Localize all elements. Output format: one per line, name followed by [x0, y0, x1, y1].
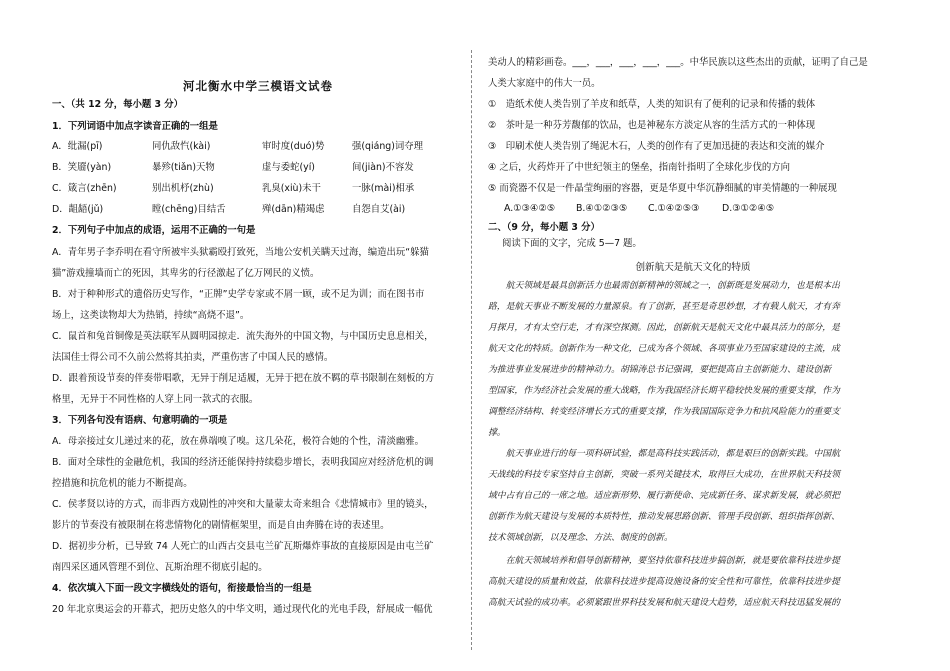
- q2-option-b-line2: 场上，这类读物却大为热销，持续“高烧不退”。: [52, 310, 250, 321]
- passage-line: 航天领域是最具创新活力也最需创新精神的领域之一，创新既是发展动力，也是根本出: [488, 281, 840, 291]
- passage-line: 在航天领域培养和倡导创新精神，要坚持依靠科技进步搞创新，就是要依靠科技进步提: [488, 556, 840, 566]
- q3-option-b-line1: B．面对全球性的金融危机，我国的经济还能保持持续稳步增长，表明我国应对经济危机的调: [52, 457, 434, 468]
- exam-page: 河北衡水中学三模语文试卷 一、（共 12 分，每小题 3 分） 1．下列词语中加点字读音正确的一组是 A．纰漏(pī) 同仇敌忾(kài) 审时度(duó)势 强(qiáng)词夺理 B．笑靥(yàn) 暴殄(tiǎn)天物 虚与委蛇(yí) 间(jiàn)不容发 C．箴言(zhēn) 别出机杼(zhù) 乳臭(xiù)未干 一脉(mài)相承 D．龃龉(jǔ) 瞠(chēng)目结舌 殚(dān)精竭虑 自怨自艾(ài) 2．下列句子中加点的成语，运用不正确的一句是 A．青年男子李乔明在看守所被牢头狱霸殴打致死，当地公安机关瞒天过海，编造出玩“躲猫 猫”游戏撞墙而亡的死因，其卑劣的行径激起了亿万网民的义愤。 B．对于种种形式的遗俗历史写作，“正牌”史学专家或不屑一顾，或不足为训；而在图书市 场上，这类读物却大为热销，持续“高烧不退”。 C．鼠首和兔首铜像是英法联军从圆明园掠走．流失海外的中国文物，与中国历史息息相关， 法国佳士得公司不久前公然将其拍卖，严重伤害了中国人民的感情。 D．跟着预设节奏的伴奏带唱歌，无异于削足适履，无异于把在放不羁的草书限制在刻板的方 格里，无异于不同性格的人穿上同一款式的衣服。 3．下列各句没有语病、句意明确的一项是 A．母亲接过女儿递过来的花，放在鼻端嗅了嗅。这几朵花，极符合她的个性，清淡幽雅。 B．面对全球性的金融危机，我国的经济还能保持持续稳步增长，表明我国应对经济危机的调 控措施和抗危机的能力不断提高。 C．侯孝贤以诗的方式，而非西方戏剧性的冲突和大量蒙太奇来组合《悲情城市》里的镜头， 影片的节奏没有被限制在将悲情物化的剧情框架里，而是自由奔腾在诗的表述里。 D．据初步分析，已导致 74 人死亡的山西古交县屯兰矿瓦斯爆炸事故的直接原因是由屯兰矿 南四采区通风管理不到位、瓦斯治理不彻底引起的。 4．依次填入下面一段文字横线处的语句，衔接最恰当的一组是 20 年北京奥运会的开幕式，把历史悠久的中华文明，通过现代化的光电手段，舒展成一幅优 美动人的精彩画卷。___，___，___，___，___。中华民族以这些杰出的贡献，证明了自己是 人类大家庭中的伟大一员。 ① 造纸术使人类告别了羊皮和纸草，人类的知识有了便利的记录和传播的载体 ② 茶叶是一种芬芳馥郁的饮品，也是神秘东方淡定从容的生活方式的一种体现 ③ 印刷术使人类告别了绳泥木石，人类的创作有了更加迅捷的表达和交流的媒介 ④ 之后，火药炸开了中世纪领主的堡垒，指南针指明了全球化步伐的方向 ⑤ 而瓷器不仅是一件晶莹绚丽的容器，更是华夏中华沉静细腻的审美情趣的一种展现 A.①③④②⑤ B.④①②③⑤ C.①④②⑤③ D.③①②④⑤ 二、（9 分，每小题 3 分） 阅读下面的文字，完成 5—7 题。 创新航天是航天文化的特质 航天领域是最具创新活力也最需创新精神的领域之一，创新既是发展动力，也是根本出 路，是航天事业不断发展的力量源泉。有了创新，甚至是奇思妙想，才有载人航天，才有奔 月探月，才有太空行走，才有深空探测。因此，创新航天是航天文化中最具活力的部分，是 航天文化的特质。创新作为一种文化，已成为各个领域、各项事业乃至国家建设的主流，成 为推进事业发展进步的精神动力。胡锦涛总书记强调，要把提高自主创新能力、建设创新 型国家，作为经济社会发展的重大战略，作为我国经济长期平稳较快发展的重要支撑，作为 调整经济结构、转变经济增长方式的重要支撑，作为我国国际竞争力和抗风险能力的重要支 撑。 航天事业进行的每一项科研试验，都是高科技实践活动，都是艰巨的创新实践。中国航 天战线的科技专家坚持自主创新，突破一系列关键技术，取得巨大成功，在世界航天科技领 域中占有自己的一席之地。适应新形势、履行新使命、完成新任务、谋求新发展，就必须把 创新作为航天建设与发展的本质特性，推动发展思路创新、管理手段创新、组织指挥创新、 技术领域创新，以及理念、方法、制度的创新。 在航天领域培养和倡导创新精神，要坚持依靠科技进步搞创新，就是要依靠科技进步提 高航天建设的质量和效益，依靠科技进步提高设施设备的安全性和可靠性，依靠科技进步提 高航天试验的成功率。必须紧跟世界科技发展和航天建设大趋势，适应航天科技迅猛发展的: [0, 0, 950, 671]
- passage-line: 航天事业进行的每一项科研试验，都是高科技实践活动，都是艰巨的创新实践。中国航: [488, 449, 840, 459]
- q2-option-d-line2: 格里，无异于不同性格的人穿上同一款式的衣服。: [52, 394, 259, 405]
- reading-instruction: 阅读下面的文字，完成 5—7 题。: [502, 238, 642, 249]
- question-2-stem: 2．下列句子中加点的成语，运用不正确的一句是: [52, 225, 256, 236]
- q2-option-a-line2: 猫”游戏撞墙而亡的死因，其卑劣的行径激起了亿万网民的义愤。: [52, 268, 320, 279]
- passage-line: 型国家，作为经济社会发展的重大战略，作为我国经济长期平稳较快发展的重要支撑，作为: [488, 386, 840, 396]
- q3-option-d-line1: D．据初步分析，已导致 74 人死亡的山西古交县屯兰矿瓦斯爆炸事故的直接原因是由屯兰矿: [52, 541, 434, 552]
- q4-item-3: ③ 印刷术使人类告别了绳泥木石，人类的创作有了更加迅捷的表达和交流的媒介: [488, 141, 825, 152]
- passage-line: 为推进事业发展进步的精神动力。胡锦涛总书记强调，要把提高自主创新能力、建设创新: [488, 365, 832, 375]
- q3-option-c-line2: 影片的节奏没有被限制在将悲情物化的剧情框架里，而是自由奔腾在诗的表述里。: [52, 520, 390, 531]
- section-2-heading: 二、（9 分，每小题 3 分）: [488, 222, 600, 233]
- passage-line: 航天文化的特质。创新作为一种文化，已成为各个领域、各项事业乃至国家建设的主流，成: [488, 344, 840, 354]
- passage-line: 高航天试验的成功率。必须紧跟世界科技发展和航天建设大趋势，适应航天科技迅猛发展的: [488, 598, 840, 608]
- q4-item-4: ④ 之后，火药炸开了中世纪领主的堡垒，指南针指明了全球化步伐的方向: [488, 162, 791, 173]
- question-3-stem: 3．下列各句没有语病、句意明确的一项是: [52, 415, 228, 426]
- q4-option-a: A.①③④②⑤: [504, 203, 556, 214]
- q2-option-d-line1: D．跟着预设节奏的伴奏带唱歌，无异于削足适履，无异于把在放不羁的草书限制在刻板的方: [52, 373, 435, 384]
- q4-passage-line1: 20 年北京奥运会的开幕式，把历史悠久的中华文明，通过现代化的光电手段，舒展成一幅优: [52, 604, 433, 615]
- q3-option-a: A．母亲接过女儿递过来的花，放在鼻端嗅了嗅。这几朵花，极符合她的个性，清淡幽雅。: [52, 436, 425, 447]
- passage-line: 高航天建设的质量和效益，依靠科技进步提高设施设备的安全性和可靠性，依靠科技进步提: [488, 577, 840, 587]
- passage-line: 月探月，才有太空行走，才有深空探测。因此，创新航天是航天文化中最具活力的部分，是: [488, 323, 840, 333]
- passage-line: 天战线的科技专家坚持自主创新，突破一系列关键技术，取得巨大成功，在世界航天科技领: [488, 470, 840, 480]
- q2-option-a-line1: A．青年男子李乔明在看守所被牢头狱霸殴打致死，当地公安机关瞒天过海，编造出玩“躲猫: [52, 247, 429, 258]
- section-1-heading: 一、（共 12 分，每小题 3 分）: [52, 99, 184, 110]
- passage-line: 调整经济结构、转变经济增长方式的重要支撑，作为我国国际竞争力和抗风险能力的重要支: [488, 407, 840, 417]
- passage-line: 撑。: [488, 428, 506, 438]
- passage-line: 创新作为航天建设与发展的本质特性，推动发展思路创新、管理手段创新、组织指挥创新、: [488, 512, 840, 522]
- q4-option-d: D.③①②④⑤: [722, 203, 775, 214]
- q4-passage-line3: 人类大家庭中的伟大一员。: [488, 78, 601, 89]
- q2-option-c-line2: 法国佳士得公司不久前公然将其拍卖，严重伤害了中国人民的感情。: [52, 352, 334, 363]
- passage-line: 路，是航天事业不断发展的力量源泉。有了创新，甚至是奇思妙想，才有载人航天，才有奔: [488, 302, 840, 312]
- q4-option-c: C.①④②⑤③: [648, 203, 700, 214]
- q3-option-d-line2: 南四采区通风管理不到位、瓦斯治理不彻底引起的。: [52, 562, 268, 573]
- q4-item-1: ① 造纸术使人类告别了羊皮和纸草，人类的知识有了便利的记录和传播的载体: [488, 99, 816, 110]
- q3-option-b-line2: 控措施和抗危机的能力不断提高。: [52, 478, 193, 489]
- passage-line: 域中占有自己的一席之地。适应新形势、履行新使命、完成新任务、谋求新发展，就必须把: [488, 491, 840, 501]
- column-divider: [471, 50, 472, 650]
- q2-option-c-line1: C．鼠首和兔首铜像是英法联军从圆明园掠走．流失海外的中国文物，与中国历史息息相关，: [52, 331, 434, 342]
- question-4-stem: 4．依次填入下面一段文字横线处的语句，衔接最恰当的一组是: [52, 583, 312, 594]
- q4-item-2: ② 茶叶是一种芬芳馥郁的饮品，也是神秘东方淡定从容的生活方式的一种体现: [488, 120, 816, 131]
- passage-title: 创新航天是航天文化的特质: [635, 262, 751, 273]
- q4-option-b: B.④①②③⑤: [576, 203, 628, 214]
- q4-passage-line2: 美动人的精彩画卷。___，___，___，___，___。中华民族以这些杰出的贡献，证明了自己是: [488, 57, 868, 68]
- q3-option-c-line1: C．侯孝贤以诗的方式，而非西方戏剧性的冲突和大量蒙太奇来组合《悲情城市》里的镜头，: [52, 499, 434, 510]
- q2-option-b-line1: B．对于种种形式的遗俗历史写作，“正牌”史学专家或不屑一顾，或不足为训；而在图书市: [52, 289, 425, 300]
- passage-line: 技术领域创新，以及理念、方法、制度的创新。: [488, 533, 673, 543]
- question-1-stem: 1．下列词语中加点字读音正确的一组是: [52, 121, 218, 132]
- q4-item-5: ⑤ 而瓷器不仅是一件晶莹绚丽的容器，更是华夏中华沉静细腻的审美情趣的一种展现: [488, 183, 837, 194]
- exam-title: 河北衡水中学三模语文试卷: [183, 79, 333, 93]
